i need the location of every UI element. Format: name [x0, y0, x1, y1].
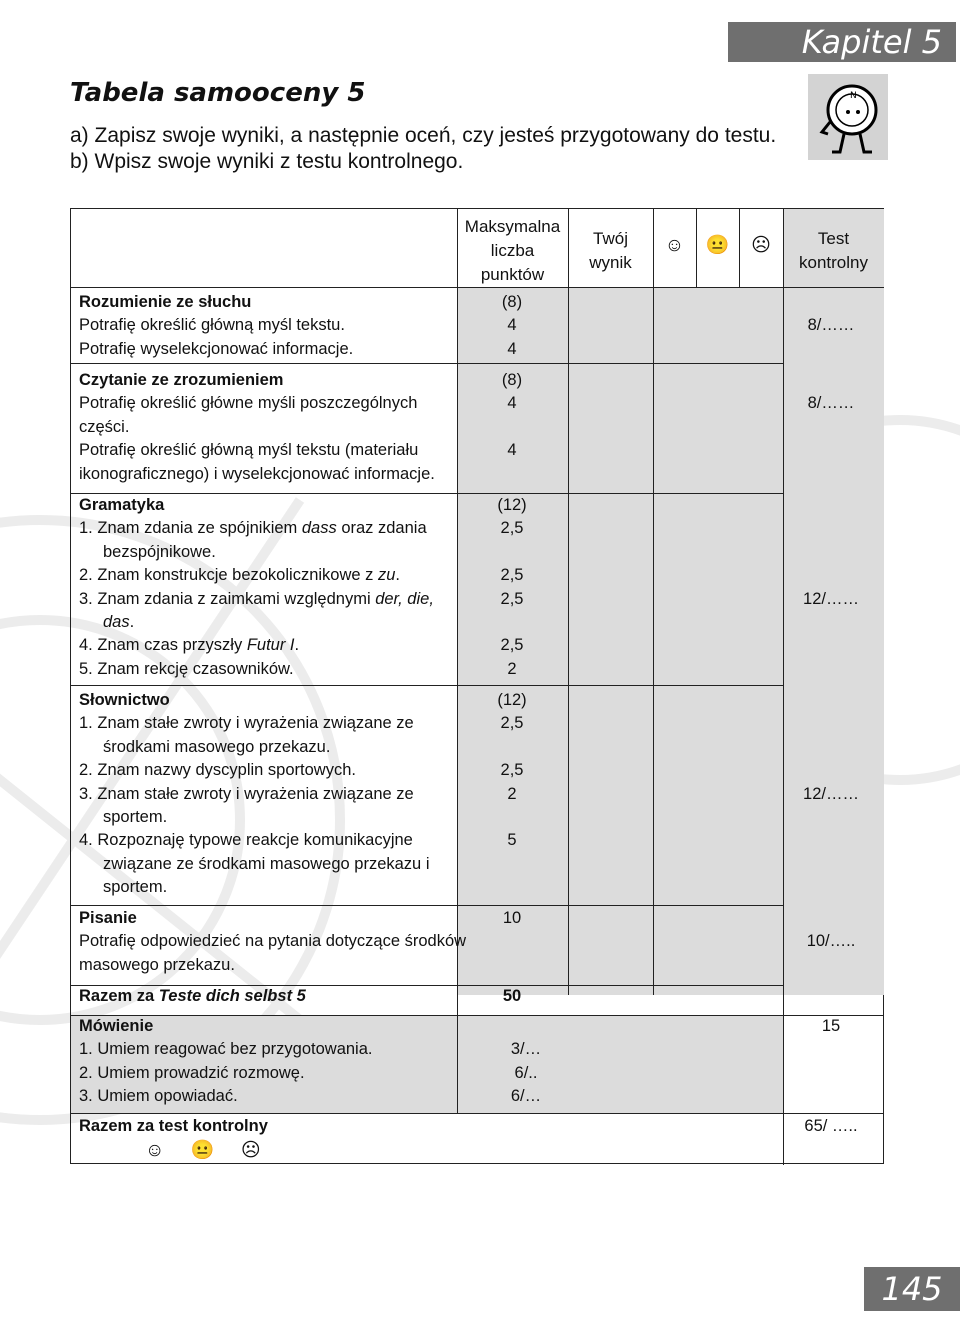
section-points: (8)	[501, 371, 523, 389]
section-points: 10	[502, 909, 522, 927]
item-text: 3. Umiem opowiadać.	[79, 1087, 238, 1106]
section-listening	[79, 291, 469, 361]
list-item: 3. Znam stałe zwroty i wyrażenia związane ze sportem.	[79, 784, 414, 827]
item-points: 2	[507, 659, 517, 678]
list-item: 1. Znam zdania ze spójnikiem dass oraz zdania bezspójnikowe.	[79, 519, 427, 561]
test-score: 12/……	[803, 589, 859, 608]
list-item: 2. Znam konstrukcje bezokolicznikowe z zu.	[79, 566, 401, 585]
speaking-score: 6/..	[514, 1063, 538, 1082]
test-score: 8/……	[807, 394, 855, 413]
item-text: Potrafię określić główną myśl tekstu.	[79, 316, 345, 335]
section-points: (8)	[501, 293, 523, 311]
section-points: (12)	[497, 691, 527, 709]
list-item: 1. Znam stałe zwroty i wyrażenia związane ze środkami masowego przekazu.	[79, 714, 414, 756]
item-text: Potrafię wyselekcjonować informacje.	[79, 339, 354, 358]
item-text: Potrafię odpowiedzieć na pytania dotyczące środków masowego przekazu.	[79, 932, 467, 974]
total-test-score: 65/ …..	[804, 1117, 858, 1135]
compass-mascot-icon	[808, 74, 888, 160]
test-score: 8/……	[807, 316, 855, 335]
page-title: Tabela samooceny 5	[70, 78, 366, 108]
header-your-score: Twój wynik	[589, 229, 632, 272]
section-heading: Gramatyka	[79, 496, 165, 514]
item-points: 2,5	[500, 761, 524, 780]
section-writing	[79, 907, 469, 977]
happy-face-icon: ☺	[145, 1140, 165, 1161]
self-rating-faces	[145, 1139, 305, 1162]
section-heading: Czytanie ze zrozumieniem	[79, 371, 284, 389]
neutral-face-icon: 😐	[190, 1140, 215, 1161]
happy-face-icon: ☺	[664, 235, 685, 256]
item-points: 4	[507, 394, 517, 413]
section-speaking	[79, 1015, 469, 1109]
item-points: 2	[507, 784, 517, 803]
section-heading: Rozumienie ze słuchu	[79, 293, 252, 311]
neutral-face-icon: 😐	[705, 235, 730, 256]
list-item: 4. Znam czas przyszły Futur I.	[79, 636, 300, 655]
list-item: 4. Rozpoznaję typowe reakcje komunikacyjne związane ze środkami masowego przekazu i sportem.	[79, 831, 430, 897]
list-item: 3. Znam zdania z zaimkami względnymi der, die, das.	[79, 589, 434, 632]
item-points: 2,5	[500, 636, 524, 655]
item-text: Potrafię określić główną myśl tekstu (materiału ikonograficznego) i wyselekcjonować informacje.	[79, 441, 435, 483]
self-assessment-table	[70, 208, 884, 1164]
section-vocabulary	[79, 689, 469, 900]
instruction-b: b) Wpisz swoje wyniki z testu kontrolnego.	[70, 150, 464, 173]
sad-face-icon: ☹	[751, 235, 771, 256]
sad-face-icon: ☹	[240, 1140, 261, 1161]
section-grammar	[79, 494, 469, 681]
header-test: Test kontrolny	[799, 229, 868, 272]
total-test-label: Razem za test kontrolny	[79, 1117, 268, 1135]
item-points: 2,5	[500, 714, 524, 733]
item-points: 4	[507, 441, 517, 460]
header-max-points: Maksymalna liczba punktów	[464, 217, 561, 284]
item-points: 2,5	[500, 519, 524, 538]
list-item: 2. Znam nazwy dyscyplin sportowych.	[79, 761, 356, 780]
list-item: 5. Znam rekcję czasowników.	[79, 659, 294, 678]
section-heading: Pisanie	[79, 909, 137, 927]
item-text: 2. Umiem prowadzić rozmowę.	[79, 1063, 305, 1082]
svg-text:N: N	[850, 91, 857, 101]
speaking-score: 3/…	[510, 1040, 542, 1059]
section-heading: Słownictwo	[79, 691, 170, 709]
page-number: 145	[864, 1267, 960, 1311]
total-self-assessment: Razem za Teste dich selbst 5	[79, 987, 306, 1005]
section-points: (12)	[497, 496, 527, 514]
item-points: 2,5	[500, 566, 524, 585]
item-points: 5	[507, 831, 517, 850]
test-score: 10/…..	[806, 932, 856, 951]
speaking-test-points: 15	[821, 1017, 841, 1035]
speaking-score: 6/…	[510, 1087, 542, 1106]
item-text: Potrafię określić główne myśli poszczególnych części.	[79, 394, 418, 436]
item-text: 1. Umiem reagować bez przygotowania.	[79, 1040, 373, 1059]
total-self-points: 50	[502, 987, 522, 1005]
item-points: 4	[507, 316, 517, 335]
item-points: 4	[507, 339, 517, 358]
chapter-label: Kapitel 5	[728, 22, 956, 62]
instruction-a: a) Zapisz swoje wyniki, a następnie oceń, czy jesteś przygotowany do testu.	[70, 124, 777, 147]
section-heading: Mówienie	[79, 1017, 154, 1035]
section-reading	[79, 369, 469, 486]
item-points: 2,5	[500, 589, 524, 608]
test-score: 12/……	[803, 784, 859, 803]
